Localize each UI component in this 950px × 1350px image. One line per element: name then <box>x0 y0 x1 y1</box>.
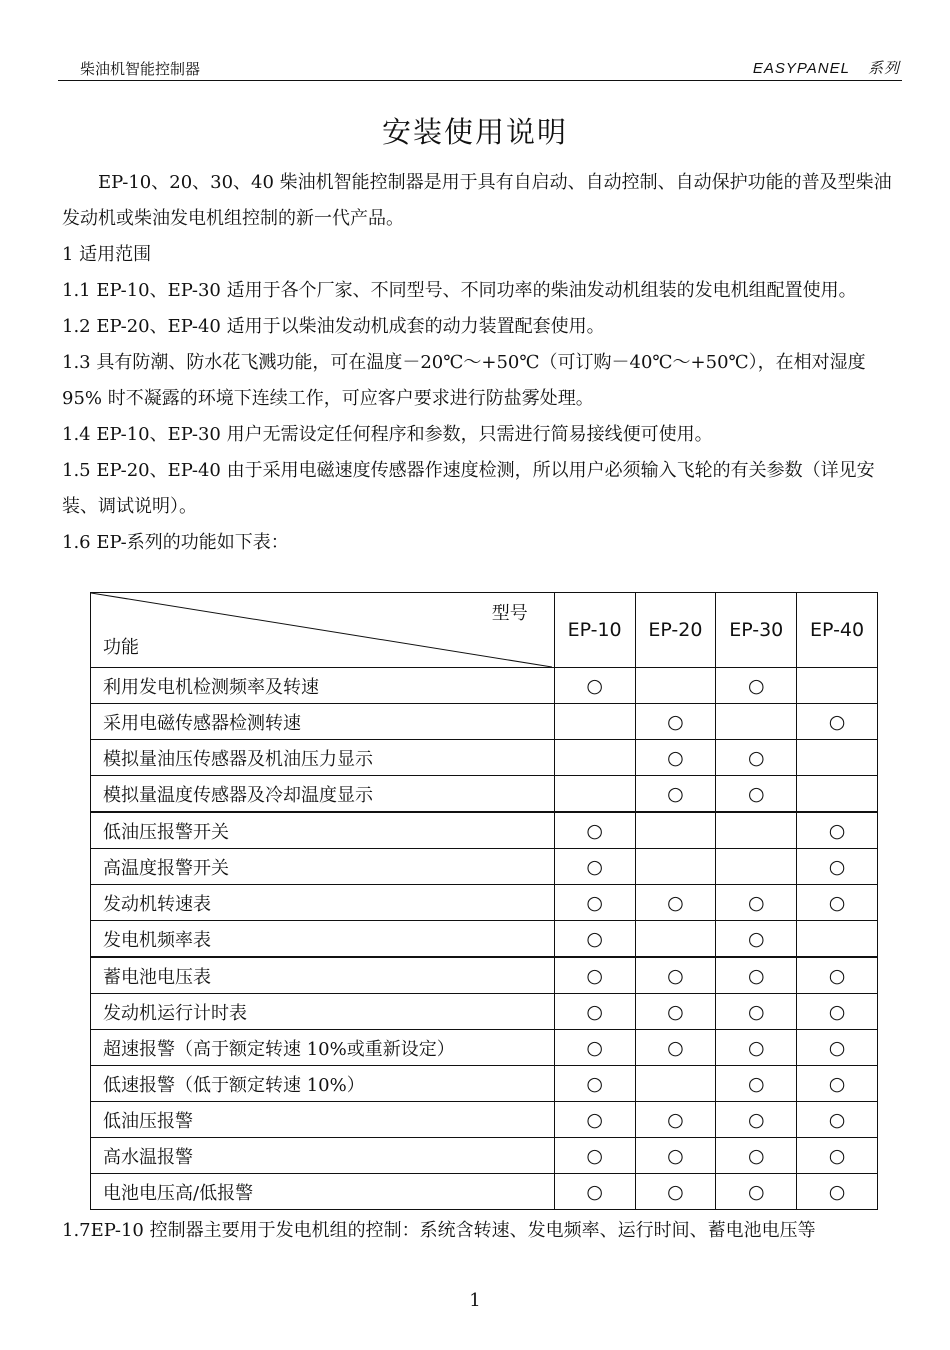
mark-cell-ep20: ○ <box>635 885 716 921</box>
table-row <box>91 994 878 1030</box>
feature-cell: 超速报警（高于额定转速 10%或重新设定） <box>91 1030 555 1066</box>
mark-cell-ep40: ○ <box>797 1066 878 1102</box>
column-header-ep10: EP-10 <box>554 593 635 668</box>
mark-cell-ep30: ○ <box>716 1138 797 1174</box>
mark-cell-ep40 <box>797 921 878 958</box>
section-1-2: 1.2 EP-20、EP-40 适用于以柴油发动机成套的动力装置配套使用。 <box>62 316 605 337</box>
header-series <box>753 57 900 78</box>
table-row <box>91 1102 878 1138</box>
page-title: 安装使用说明 <box>381 115 568 149</box>
mark-cell-ep40: ○ <box>797 957 878 994</box>
mark-cell-ep10: ○ <box>554 1174 635 1210</box>
mark-cell-ep10: ○ <box>554 1138 635 1174</box>
mark-cell-ep40: ○ <box>797 1138 878 1174</box>
table-row <box>91 957 878 994</box>
mark-cell-ep10 <box>554 740 635 776</box>
mark-cell-ep40 <box>797 668 878 704</box>
mark-cell-ep40: ○ <box>797 885 878 921</box>
mark-cell-ep30: ○ <box>716 921 797 958</box>
diagonal-header-cell <box>91 593 555 668</box>
column-header-ep40: EP-40 <box>797 593 878 668</box>
mark-cell-ep10: ○ <box>554 1102 635 1138</box>
table-row <box>91 921 878 958</box>
mark-cell-ep20: ○ <box>635 776 716 813</box>
header-product-name: 柴油机智能控制器 <box>80 60 201 78</box>
mark-cell-ep20 <box>635 1066 716 1102</box>
table-header-row <box>91 593 878 668</box>
table-row <box>91 1066 878 1102</box>
function-table <box>90 592 878 1210</box>
mark-cell-ep20 <box>635 921 716 958</box>
mark-cell-ep40 <box>797 740 878 776</box>
feature-cell: 低油压报警开关 <box>91 812 555 849</box>
feature-cell: 低油压报警 <box>91 1102 555 1138</box>
feature-cell: 电池电压高/低报警 <box>91 1174 555 1210</box>
mark-cell-ep40: ○ <box>797 704 878 740</box>
mark-cell-ep40: ○ <box>797 994 878 1030</box>
table-row <box>91 1030 878 1066</box>
mark-cell-ep20: ○ <box>635 1030 716 1066</box>
mark-cell-ep20: ○ <box>635 740 716 776</box>
table-row <box>91 704 878 740</box>
table-row <box>91 812 878 849</box>
mark-cell-ep20 <box>635 812 716 849</box>
feature-cell: 蓄电池电压表 <box>91 957 555 994</box>
table-row <box>91 740 878 776</box>
header-divider <box>58 80 902 81</box>
feature-cell: 采用电磁传感器检测转速 <box>91 704 555 740</box>
mark-cell-ep20 <box>635 668 716 704</box>
mark-cell-ep10: ○ <box>554 812 635 849</box>
section-1-3: 1.3 具有防潮、防水花飞溅功能，可在温度－20℃～+50℃（可订购－40℃～+50℃），在相对湿度 95% 时不凝露的环境下连续工作，可应客户要求进行防盐雾处理。 <box>62 352 866 409</box>
mark-cell-ep20 <box>635 849 716 885</box>
mark-cell-ep30: ○ <box>716 1066 797 1102</box>
mark-cell-ep20: ○ <box>635 994 716 1030</box>
feature-cell: 发电机频率表 <box>91 921 555 958</box>
mark-cell-ep40: ○ <box>797 812 878 849</box>
mark-cell-ep30: ○ <box>716 1030 797 1066</box>
mark-cell-ep30: ○ <box>716 740 797 776</box>
mark-cell-ep30 <box>716 812 797 849</box>
mark-cell-ep20: ○ <box>635 957 716 994</box>
header-brand: EASYPANEL <box>752 60 850 77</box>
mark-cell-ep10: ○ <box>554 1066 635 1102</box>
mark-cell-ep40 <box>797 776 878 813</box>
page-number: 1 <box>469 1290 481 1311</box>
mark-cell-ep30: ○ <box>716 668 797 704</box>
section-1-1: 1.1 EP-10、EP-30 适用于各个厂家、不同型号、不同功率的柴油发动机组装的发电机组配置使用。 <box>62 280 857 301</box>
header-series-suffix: 系列 <box>867 59 900 77</box>
mark-cell-ep40: ○ <box>797 1030 878 1066</box>
table-row <box>91 1138 878 1174</box>
mark-cell-ep20: ○ <box>635 1174 716 1210</box>
table-row <box>91 1174 878 1210</box>
header-model-label: 型号 <box>491 603 528 624</box>
mark-cell-ep20: ○ <box>635 1138 716 1174</box>
diagonal-line <box>91 593 552 667</box>
feature-cell: 高温度报警开关 <box>91 849 555 885</box>
mark-cell-ep30: ○ <box>716 776 797 813</box>
feature-cell: 高水温报警 <box>91 1138 555 1174</box>
mark-cell-ep10: ○ <box>554 849 635 885</box>
section-1-6: 1.6 EP-系列的功能如下表： <box>62 532 289 553</box>
mark-cell-ep10 <box>554 704 635 740</box>
mark-cell-ep30: ○ <box>716 957 797 994</box>
mark-cell-ep30 <box>716 849 797 885</box>
mark-cell-ep30: ○ <box>716 885 797 921</box>
mark-cell-ep30: ○ <box>716 1174 797 1210</box>
mark-cell-ep40: ○ <box>797 849 878 885</box>
mark-cell-ep10: ○ <box>554 668 635 704</box>
feature-cell: 低速报警（低于额定转速 10%） <box>91 1066 555 1102</box>
intro-paragraph: EP-10、20、30、40 柴油机智能控制器是用于具有自启动、自动控制、自动保护功能的普及型柴油发动机或柴油发电机组控制的新一代产品。 <box>62 172 892 229</box>
section-1-heading: 1 适用范围 <box>62 244 152 265</box>
table-body <box>91 668 878 1210</box>
table-row <box>91 849 878 885</box>
column-header-ep20: EP-20 <box>635 593 716 668</box>
header-function-label: 功能 <box>103 637 139 658</box>
mark-cell-ep20: ○ <box>635 704 716 740</box>
section-1-4: 1.4 EP-10、EP-30 用户无需设定任何程序和参数，只需进行简易接线便可使用。 <box>62 424 713 445</box>
mark-cell-ep40: ○ <box>797 1174 878 1210</box>
mark-cell-ep10: ○ <box>554 921 635 958</box>
feature-cell: 模拟量油压传感器及机油压力显示 <box>91 740 555 776</box>
feature-cell: 利用发电机检测频率及转速 <box>91 668 555 704</box>
mark-cell-ep10 <box>554 776 635 813</box>
mark-cell-ep40: ○ <box>797 1102 878 1138</box>
feature-cell: 模拟量温度传感器及冷却温度显示 <box>91 776 555 813</box>
mark-cell-ep30 <box>716 704 797 740</box>
section-1-7: 1.7EP-10 控制器主要用于发电机组的控制：系统含转速、发电频率、运行时间、蓄电池电压等 <box>62 1220 816 1241</box>
mark-cell-ep10: ○ <box>554 957 635 994</box>
mark-cell-ep20: ○ <box>635 1102 716 1138</box>
column-header-ep30: EP-30 <box>716 593 797 668</box>
mark-cell-ep30: ○ <box>716 1102 797 1138</box>
table-row <box>91 885 878 921</box>
table-row <box>91 776 878 813</box>
section-1-5: 1.5 EP-20、EP-40 由于采用电磁速度传感器作速度检测，所以用户必须输入飞轮的有关参数（详见安装、调试说明）。 <box>62 460 875 517</box>
mark-cell-ep30: ○ <box>716 994 797 1030</box>
mark-cell-ep10: ○ <box>554 994 635 1030</box>
body-text <box>62 165 902 561</box>
mark-cell-ep10: ○ <box>554 885 635 921</box>
table-row <box>91 668 878 704</box>
feature-cell: 发动机运行计时表 <box>91 994 555 1030</box>
feature-cell: 发动机转速表 <box>91 885 555 921</box>
mark-cell-ep10: ○ <box>554 1030 635 1066</box>
